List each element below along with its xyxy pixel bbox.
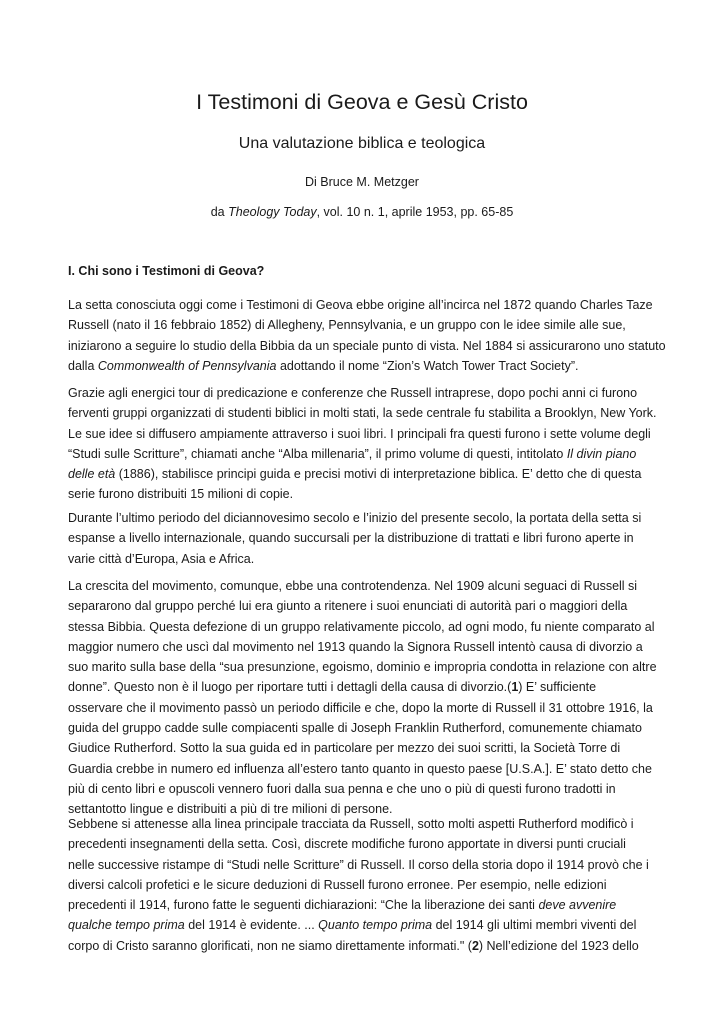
text-run: diversi calcoli profetici e le sicure deduzioni di Russell furono erronee. Per esempio, nelle edizioni <box>68 877 607 892</box>
text-run: Le sue idee si diffusero ampiamente attraverso i suoi libri. I principali fra questi furono i sette volume degli <box>68 426 651 441</box>
source-prefix: da <box>210 205 229 219</box>
source-citation <box>0 202 724 222</box>
text-run: suo marito sulla base della “sua presunzione, egoismo, dominio e impropria condotta in relazione con altre <box>68 660 657 675</box>
text-line <box>68 617 668 637</box>
text-line <box>68 383 668 403</box>
italic-text: qualche tempo prima <box>68 918 185 933</box>
text-run: Grazie agli energici tour di predicazione e conferenze che Russell intraprese, dopo pochi anni ci furono <box>68 386 638 400</box>
text-run: separarono dal gruppo perché lui era giunto a ritenere i suoi enunciati di autorità pari o maggiori della <box>68 599 628 614</box>
text-line <box>68 915 668 935</box>
text-run: nelle successive ristampe di “Studi nelle Scritture” di Russell. Il corso della storia dopo il 1914 provò che i <box>68 857 649 872</box>
text-line <box>68 576 668 596</box>
text-line <box>68 895 668 915</box>
text-line <box>68 855 668 875</box>
text-run: iniziarono a seguire lo studio della Bibbia da un speciale punto di vista. Nel 1884 si assicurarono uno statuto <box>68 338 666 353</box>
text-run: osservare che il movimento passò un periodo difficile e che, dopo la morte di Russell il 31 ottobre 1916, la <box>68 700 653 715</box>
text-run: più di cento libri e opuscoli vennero fuori dalla sua penna e che uno o più di questi furono tradotti in <box>68 781 616 796</box>
text-line <box>68 698 668 718</box>
text-run: stessa Bibbia. Questa defezione di un gruppo relativamente piccolo, ad ogni modo, fu niente comparato al <box>68 619 655 634</box>
text-run: ) E’ sufficiente <box>518 680 597 695</box>
text-line <box>68 508 668 528</box>
text-line <box>68 549 668 569</box>
text-run: serie furono distribuiti 15 milioni di copie. <box>68 487 294 502</box>
text-line <box>68 759 668 779</box>
text-line <box>68 295 668 315</box>
text-run: varie città d’Europa, Asia e Africa. <box>68 551 255 566</box>
text-line <box>68 424 668 444</box>
footnote-ref: 2 <box>471 938 479 953</box>
text-run: guida del gruppo cadde sulle compiacenti spalle di Joseph Franklin Rutherford, comunemente chiamato <box>68 721 642 736</box>
paragraph-3 <box>68 508 668 569</box>
text-line <box>68 875 668 895</box>
italic-text: delle età <box>68 467 116 482</box>
italic-text: Il divin piano <box>566 446 637 461</box>
text-line <box>68 336 668 356</box>
paragraph-2 <box>68 383 668 505</box>
italic-text: Commonwealth of Pennsylvania <box>97 358 277 373</box>
text-run: Giudice Rutherford. Sotto la sua guida ed in particolare per mezzo dei suoi scritti, la Società Torre di <box>68 741 621 756</box>
paragraph-5 <box>68 814 668 956</box>
text-run: precedenti il 1914, furono fatte le seguenti dichiarazioni: “Che la liberazione dei santi <box>68 898 539 913</box>
text-run: Guardia crebbe in numero ed influenza all’estero tanto quanto in questo paese [U.S.A.]. E’ stato detto che <box>68 761 652 776</box>
document-title: I Testimoni di Geova e Gesù Cristo <box>196 90 528 114</box>
text-line <box>68 657 668 677</box>
text-run: (1886), stabilisce principi guida e precisi motivi di interpretazione biblica. E’ detto che di questa <box>115 467 642 482</box>
text-run: La setta conosciuta oggi come i Testimoni di Geova ebbe origine all’incirca nel 1872 quando Charles Taze <box>68 298 653 312</box>
text-line <box>68 637 668 657</box>
text-line <box>68 464 668 484</box>
text-run: precedenti insegnamenti della setta. Così, discrete modifiche furono apportate in diversi punti cruciali <box>68 837 626 852</box>
source-details: , vol. 10 n. 1, aprile 1953, pp. 65-85 <box>316 205 514 219</box>
text-run: Durante l’ultimo periodo del diciannovesimo secolo e l’inizio del presente secolo, la portata della setta si <box>68 511 642 525</box>
text-line <box>68 814 668 834</box>
text-run: Russell (nato il 16 febbraio 1852) di Allegheny, Pennsylvania, e un gruppo con le idee simile alle sue, <box>68 318 626 333</box>
text-line <box>68 738 668 758</box>
text-line <box>68 528 668 548</box>
text-run: ) Nell’edizione del 1923 dello <box>478 938 639 953</box>
text-line <box>68 356 668 376</box>
text-line <box>68 315 668 335</box>
document-subtitle: Una valutazione biblica e teologica <box>238 135 486 152</box>
text-run: del 1914 gli ultimi membri viventi del <box>432 918 637 933</box>
author-line: Di Bruce M. Metzger <box>305 175 419 189</box>
paragraph-1 <box>68 295 668 376</box>
text-run: espanse a livello internazionale, quando succursali per la distribuzione di trattati e libri furono aperte in <box>68 531 634 546</box>
text-line <box>68 596 668 616</box>
text-run: ferventi gruppi organizzati di studenti biblici in molti stati, la sede centrale fu stabilita a Brooklyn, New York. <box>68 406 657 421</box>
text-line <box>68 779 668 799</box>
text-run: La crescita del movimento, comunque, ebbe una controtendenza. Nel 1909 alcuni seguaci di Russell si <box>68 579 638 593</box>
text-line <box>68 677 668 697</box>
text-run: corpo di Cristo saranno glorificati, non ne siamo direttamente informati." ( <box>68 938 472 953</box>
text-run: adottando il nome “Zion’s Watch Tower Tract Society”. <box>276 358 579 373</box>
text-line <box>68 444 668 464</box>
text-line <box>68 484 668 504</box>
text-line <box>68 718 668 738</box>
footnote-ref: 1 <box>511 680 519 695</box>
text-run: del 1914 è evidente. ... <box>184 918 319 933</box>
text-run: Sebbene si attenesse alla linea principale tracciata da Russell, sotto molti aspetti Rutherford modificò i <box>68 817 634 831</box>
text-run: donne”. Questo non è il luogo per riportare tutti i dettagli della causa di divorzio.( <box>68 680 512 695</box>
text-line <box>68 834 668 854</box>
text-line <box>68 403 668 423</box>
journal-name: Theology Today <box>228 205 317 219</box>
text-line <box>68 936 668 956</box>
text-run: “Studi sulle Scritture”, chiamati anche “Alba millenaria”, il primo volume di questi, intitolato <box>68 446 567 461</box>
text-run: dalla <box>68 358 98 373</box>
section-heading: I. Chi sono i Testimoni di Geova? <box>68 264 265 278</box>
text-run: maggior numero che uscì dal movimento nel 1913 quando la Signora Russell intentò causa di divorzio a <box>68 639 643 654</box>
italic-text: deve avvenire <box>538 898 617 913</box>
italic-text: Quanto tempo prima <box>318 918 433 933</box>
paragraph-4 <box>68 576 668 820</box>
text-run: settantotto lingue e distribuiti a più di tre milioni di persone. <box>68 802 393 817</box>
